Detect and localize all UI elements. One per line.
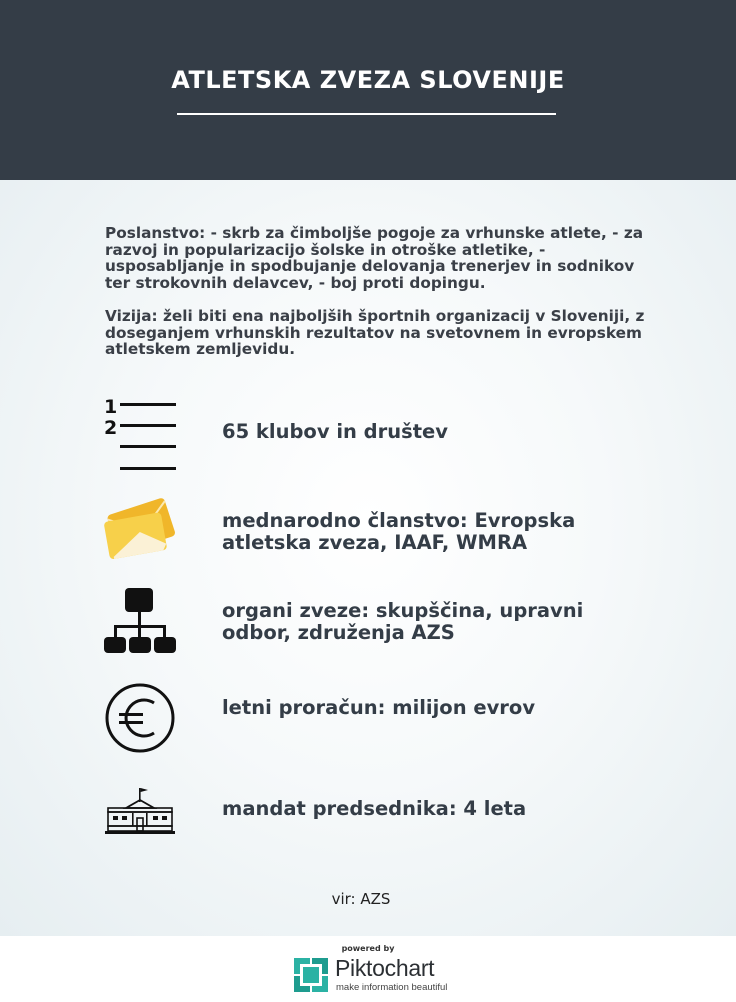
fact-bodies: organi zveze: skupščina, upravni odbor, združenja AZS bbox=[222, 599, 584, 644]
fact-clubs: 65 klubov in društev bbox=[222, 420, 448, 443]
list-number-2: 2 bbox=[104, 417, 118, 439]
vision-text: Vizija: želi biti ena najboljših športnih organizacij v Sloveniji, z doseganjem vrhunskih rezultatov na svetovnem in evropskem atletskem zemljevidu. bbox=[105, 307, 645, 358]
powered-by-label: powered by bbox=[341, 944, 395, 953]
mission-text: Poslanstvo: - skrb za čimboljše pogoje za vrhunske atlete, - za razvoj in popularizacijo šolske in otroške atletike, - usposabljanje in spodbujanje delovanja trenerjev in sodnikov ter strokovnih delavcev, - boj proti dopingu. bbox=[105, 224, 644, 292]
euro-icon bbox=[100, 678, 180, 758]
piktochart-brand[interactable]: Piktochart bbox=[335, 955, 435, 981]
title-underline bbox=[177, 113, 556, 115]
piktochart-tagline: make information beautiful bbox=[336, 982, 448, 993]
fact-mandate: mandat predsednika: 4 leta bbox=[222, 797, 527, 820]
government-building-icon bbox=[100, 780, 180, 860]
numbered-list-icon bbox=[100, 393, 180, 473]
envelope-icon bbox=[100, 488, 180, 568]
source-note: vir: AZS bbox=[331, 890, 391, 908]
piktochart-logo-icon[interactable] bbox=[294, 958, 328, 992]
fact-budget: letni proračun: milijon evrov bbox=[222, 696, 536, 719]
org-chart-icon bbox=[100, 585, 180, 665]
fact-membership: mednarodno članstvo: Evropska atletska zveza, IAAF, WMRA bbox=[222, 509, 576, 554]
list-number-1: 1 bbox=[104, 396, 118, 418]
page-title: ATLETSKA ZVEZA SLOVENIJE bbox=[171, 66, 565, 94]
